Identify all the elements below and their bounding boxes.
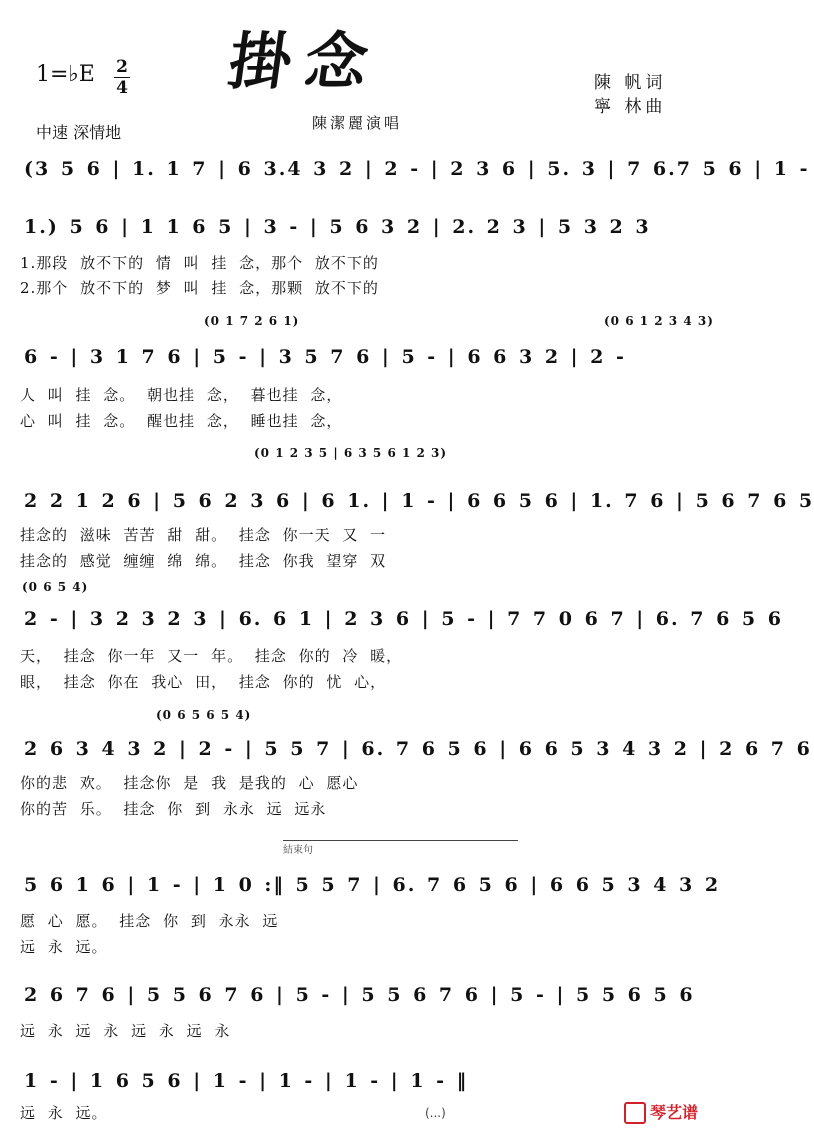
notation-line: 2 2 1 2 6 | 5 6 2 3 6 | 6 1. | 1 - | 6 6 5 6 | 1. 7 6 | 5 6 7 6 5 — [24, 490, 814, 512]
lyricist-credit: 陳 帆词 — [594, 73, 667, 93]
song-title: 掛念 — [224, 25, 387, 98]
ending-section-label: 結束句 — [283, 840, 518, 857]
notation-line: (3 5 6 | 1. 1 7 | 6 3.4 3 2 | 2 - | 2 3 6 | 5. 3 | 7 6.7 5 6 | 1 - — [24, 158, 810, 180]
lyric-line: 天， 挂念 你一年 又一 年。 挂念 你的 冷 暖， — [20, 647, 403, 665]
site-logo — [624, 1100, 698, 1125]
notation-line: 2 - | 3 2 3 2 3 | 6. 6 1 | 2 3 6 | 5 - | 7 7 0 6 7 | 6. 7 6 5 6 — [24, 608, 783, 630]
lyric-line: 你的悲 欢。 挂念你 是 我 是我的 心 愿心 — [20, 774, 359, 792]
cue-notes: (0 1 2 3 5 | 6 3 5 6 1 2 3) — [254, 446, 448, 460]
score-row-8 — [24, 976, 695, 1016]
score-row-9 — [24, 1062, 690, 1102]
score-row-1 — [24, 150, 810, 190]
lyric-line: 2.那个 放不下的 梦 叫 挂 念，那颗 放不下的 — [20, 279, 379, 297]
meter-bottom: 4 — [116, 78, 128, 98]
score-row-4 — [24, 482, 814, 522]
lyric-line: 挂念的 滋味 苦苦 甜 甜。 挂念 你一天 又 一 — [20, 526, 387, 544]
lyric-line: 眼， 挂念 你在 我心 田， 挂念 你的 忧 心， — [20, 673, 387, 691]
notation-line: 2 6 3 4 3 2 | 2 - | 5 5 7 | 6. 7 6 5 6 | 6 6 5 3 4 3 2 | 2 6 7 6 — [24, 738, 812, 760]
logo-text: 琴艺谱 — [649, 1102, 698, 1122]
notation-line: 1 - | 1 6 5 6 | 1 - | 1 - | 1 - | 1 - ‖ — [24, 1070, 469, 1092]
meter-top: 2 — [116, 57, 128, 77]
score-row-2 — [24, 208, 690, 248]
cue-notes: (0 1 7 2 6 1) — [204, 314, 300, 328]
cue-notes: (0 6 5 6 5 4) — [156, 708, 252, 722]
cue-notes: (0 6 1 2 3 4 3) — [604, 314, 714, 328]
lyric-line: 心 叫 挂 念。 醒也挂 念， 睡也挂 念， — [20, 412, 343, 430]
lyric-line: 挂念的 感觉 缠缠 绵 绵。 挂念 你我 望穿 双 — [20, 552, 387, 570]
lyric-line: 远 永 远。 — [20, 1104, 108, 1122]
time-signature — [114, 58, 130, 97]
lyric-line: 愿 心 愿。 挂念 你 到 永永 远 — [20, 912, 279, 930]
score-row-6 — [24, 730, 812, 770]
score-row-3 — [24, 338, 690, 378]
lyric-line: 远 永 远。 — [20, 938, 108, 956]
lyric-line: 你的苦 乐。 挂念 你 到 永永 远 远永 — [20, 800, 327, 818]
cue-notes: (0 6 5 4) — [22, 580, 89, 594]
notation-line: 2 6 7 6 | 5 5 6 7 6 | 5 - | 5 5 6 7 6 | 5 - | 5 5 6 5 6 — [24, 984, 695, 1006]
footer-note: (...) — [425, 1106, 446, 1120]
score-row-7 — [24, 866, 721, 906]
logo-icon — [624, 1102, 646, 1124]
key-signature: 1=♭E — [36, 62, 95, 87]
notation-line: 6 - | 3 1 7 6 | 5 - | 3 5 7 6 | 5 - | 6 6 3 2 | 2 - — [24, 346, 626, 368]
lyric-line: 1.那段 放不下的 情 叫 挂 念，那个 放不下的 — [20, 254, 379, 272]
notation-line: 1.) 5 6 | 1 1 6 5 | 3 - | 5 6 3 2 | 2. 2 3 | 5 3 2 3 — [24, 216, 651, 238]
lyric-line: 人 叫 挂 念。 朝也挂 念， 暮也挂 念， — [20, 386, 343, 404]
composer-credit: 寧 林曲 — [594, 97, 667, 117]
score-row-5 — [24, 600, 783, 640]
tempo-marking: 中速 深情地 — [36, 123, 122, 142]
lyric-line: 远 永 远 永 远 永 远 永 — [20, 1022, 231, 1040]
singer-credit: 陳潔麗演唱 — [312, 114, 403, 132]
notation-line: 5 6 1 6 | 1 - | 1 0 :‖ 5 5 7 | 6. 7 6 5 6 | 6 6 5 3 4 3 2 — [24, 874, 721, 896]
